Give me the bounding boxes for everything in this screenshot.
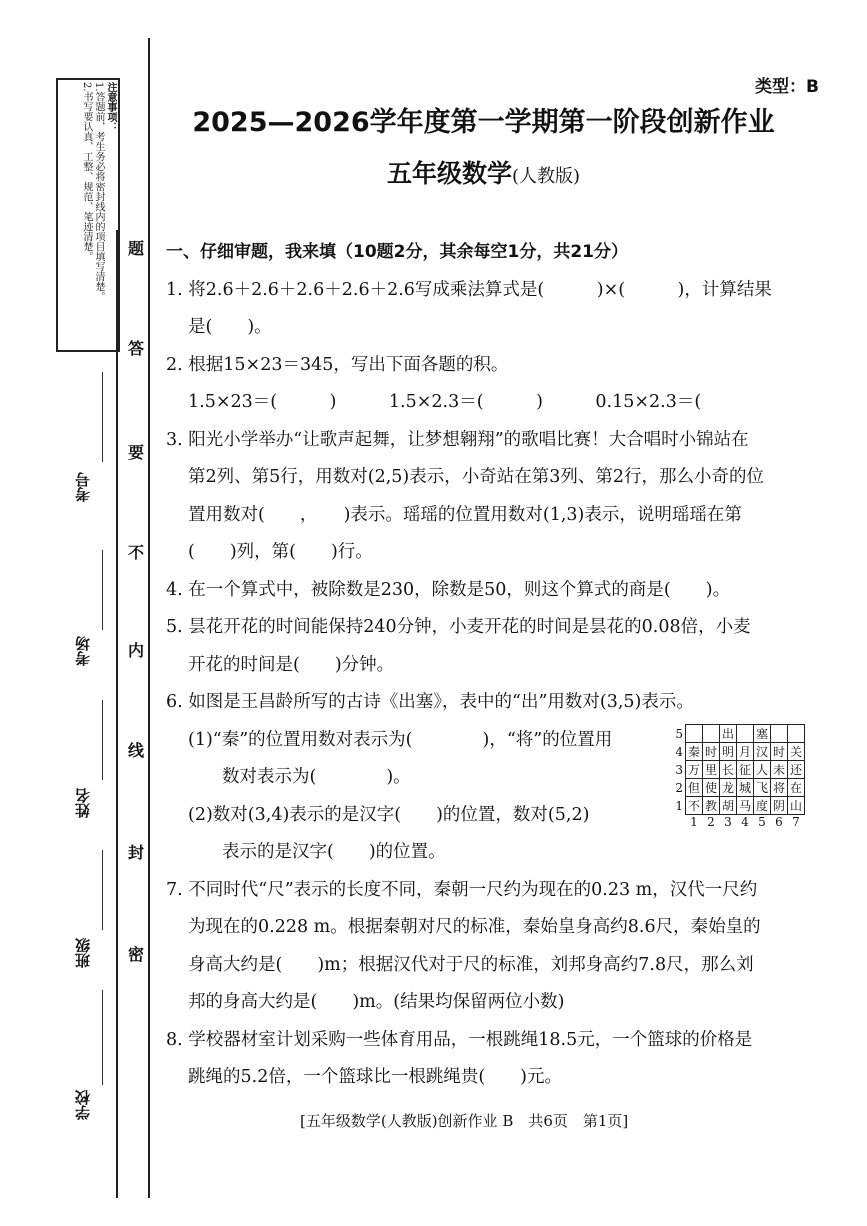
question-7-line-1: 7. 不同时代“尺”表示的长度不同，秦朝一尺约为现在的0.23 m，汉代一尺约: [166, 879, 758, 900]
poem-cell: 万: [686, 761, 703, 779]
subject-title: 五年级数学: [386, 159, 512, 188]
poem-y-label: 5: [675, 726, 683, 741]
poem-axis-corner: [673, 815, 686, 830]
poem-row: [673, 725, 805, 743]
question-4-line-1: 4. 在一个算式中，被除数是230，除数是50，则这个算式的商是( )。: [166, 579, 731, 600]
poem-row: [673, 779, 805, 797]
poem-cell: 马: [737, 797, 754, 815]
question-5-line-1: 5. 昙花开花的时间能保持240分钟，小麦开花的时间是昙花的0.08倍，小麦: [166, 617, 751, 637]
seal-char-5: 内: [128, 641, 145, 660]
poem-cell: 时: [771, 743, 788, 761]
name-label: 姓名: [74, 788, 92, 818]
binding-line: [148, 38, 150, 1198]
poem-cell: 城: [737, 779, 754, 797]
poem-cell: 不: [686, 797, 703, 815]
question-6-line-5: 表示的是汉字( )的位置。: [222, 842, 446, 862]
exam-no-line[interactable]: [102, 372, 103, 462]
question-2-line-1: 2. 根据15×23＝345，写出下面各题的积。: [166, 354, 509, 375]
poem-cell: [703, 725, 720, 743]
poem-cell: 月: [737, 743, 754, 761]
notice-line-2: 2.书写要认真、工整、规范、笔迹清楚。: [81, 82, 92, 262]
poem-cell: 还: [788, 761, 805, 779]
seal-char-4: 不: [128, 543, 145, 562]
poem-cell: 阴: [771, 797, 788, 815]
poem-y-label: 3: [675, 762, 683, 777]
question-2-line-2: 1.5×23＝( ) 1.5×2.3＝( ) 0.15×2.3＝(: [188, 392, 702, 412]
poem-x-label: 6: [775, 815, 783, 829]
poem-cell: 将: [771, 779, 788, 797]
poem-cell: 里: [703, 761, 720, 779]
poem-row: [673, 743, 805, 761]
poem-x-label: 2: [707, 815, 715, 829]
question-5-line-2: 开花的时间是( )分钟。: [188, 654, 395, 675]
class-line[interactable]: [102, 850, 103, 930]
school-label: 学校: [74, 1090, 92, 1120]
question-7-line-2: 为现在的0.228 m。根据秦朝对尺的标准，秦始皇身高约8.6尺，秦始皇的: [188, 917, 761, 937]
poem-cell: 教: [703, 797, 720, 815]
poem-cell: 长: [720, 761, 737, 779]
notice-heading: 注意事项：: [105, 82, 116, 132]
question-3-line-2: 第2列、第5行，用数对(2,5)表示，小奇站在第3列、第2行，那么小奇的位: [188, 467, 765, 487]
poem-grid: [673, 724, 805, 829]
seal-char-6: 线: [128, 741, 145, 760]
seal-char-7: 封: [128, 843, 145, 862]
question-8-line-2: 跳绳的5.2倍，一个篮球比一根跳绳贵( )元。: [188, 1067, 562, 1087]
poem-y-label: 4: [675, 744, 683, 759]
poem-cell: 人: [754, 761, 771, 779]
poem-y-label: 2: [675, 780, 683, 795]
question-6-line-4: (2)数对(3,4)表示的是汉字( )的位置，数对(5,2): [188, 804, 590, 825]
poem-cell: 飞: [754, 779, 771, 797]
name-line[interactable]: [102, 700, 103, 780]
poem-x-label: 3: [724, 815, 732, 829]
poem-row: [673, 761, 805, 779]
poem-y-label: 1: [675, 798, 683, 813]
poem-row: [673, 797, 805, 815]
question-7-line-4: 邦的身高大约是( )m。(结果均保留两位小数): [188, 992, 565, 1012]
poem-cell: 征: [737, 761, 754, 779]
notice-box: [56, 78, 120, 352]
exam-room-line[interactable]: [102, 550, 103, 630]
exam-no-label: 考号: [74, 472, 92, 502]
poem-cell: [737, 725, 754, 743]
poem-x-label: 5: [758, 815, 766, 829]
seal-char-8: 密: [128, 945, 145, 964]
poem-cell: 在: [788, 779, 805, 797]
poem-cell: [788, 725, 805, 743]
class-label: 班级: [74, 938, 92, 968]
poem-cell: 使: [703, 779, 720, 797]
page-title: 2025—2026学年度第一学期第一阶段创新作业: [192, 107, 775, 138]
page-footer: [五年级数学(人教版)创新作业 B 共6页 第1页]: [300, 1112, 629, 1130]
notice-line-1: 1.答题前，考生务必将密封线内的项目填写清楚。: [93, 82, 104, 302]
question-6-line-2: (1)“秦”的位置用数对表示为( )，“将”的位置用: [188, 729, 613, 750]
school-line[interactable]: [102, 990, 103, 1085]
question-7-line-3: 身高大约是( )m；根据汉代对于尺的标准，刘邦身高约7.8尺，那么刘: [188, 954, 754, 975]
question-3-line-1: 3. 阳光小学举办“让歌声起舞，让梦想翱翔”的歌唱比赛！大合唱时小锦站在: [166, 429, 749, 450]
poem-x-label: 4: [741, 815, 749, 829]
seal-line: [116, 230, 118, 1198]
poem-cell: 未: [771, 761, 788, 779]
question-3-line-4: ( )列，第( )行。: [188, 542, 373, 562]
question-8-line-1: 8. 学校器材室计划采购一些体育用品，一根跳绳18.5元，一个篮球的价格是: [166, 1029, 753, 1050]
poem-x-label: 1: [690, 815, 698, 829]
poem-cell: 胡: [720, 797, 737, 815]
poem-cell: 时: [703, 743, 720, 761]
seal-char-2: 答: [128, 339, 145, 358]
question-6-line-1: 6. 如图是王昌龄所写的古诗《出塞》，表中的“出”用数对(3,5)表示。: [166, 692, 694, 712]
poem-table: [673, 724, 805, 829]
question-content: [166, 234, 816, 1097]
poem-x-label: 7: [792, 815, 800, 829]
question-3-line-3: 置用数对( ， )表示。瑶瑶的位置用数对(1,3)表示，说明瑶瑶在第: [188, 504, 742, 525]
question-1-line-1: 1. 将2.6＋2.6＋2.6＋2.6＋2.6写成乘法算式是( )×( )，计算结果: [166, 279, 772, 300]
page-subtitle: [160, 154, 807, 190]
question-6-line-3: 数对表示为( )。: [222, 767, 411, 787]
poem-cell: 但: [686, 779, 703, 797]
poem-cell: 关: [788, 743, 805, 761]
poem-cell: 度: [754, 797, 771, 815]
poem-cell: 秦: [686, 743, 703, 761]
poem-x-axis: [673, 815, 805, 830]
paper-type-label: 类型：B: [755, 77, 819, 97]
poem-cell: [686, 725, 703, 743]
poem-cell: 出: [720, 725, 737, 743]
question-1-line-2: 是( )。: [188, 317, 272, 337]
seal-char-3: 要: [128, 443, 145, 462]
exam-room-label: 考场: [74, 636, 92, 666]
section-heading: 一、仔细审题，我来填（10题2分，其余每空1分，共21分）: [166, 242, 628, 262]
poem-cell: 塞: [754, 725, 771, 743]
poem-cell: 汉: [754, 743, 771, 761]
poem-cell: [771, 725, 788, 743]
poem-cell: 龙: [720, 779, 737, 797]
poem-cell: 山: [788, 797, 805, 815]
edition-label: (人教版): [511, 166, 581, 187]
poem-cell: 明: [720, 743, 737, 761]
seal-char-1: 题: [128, 239, 145, 258]
